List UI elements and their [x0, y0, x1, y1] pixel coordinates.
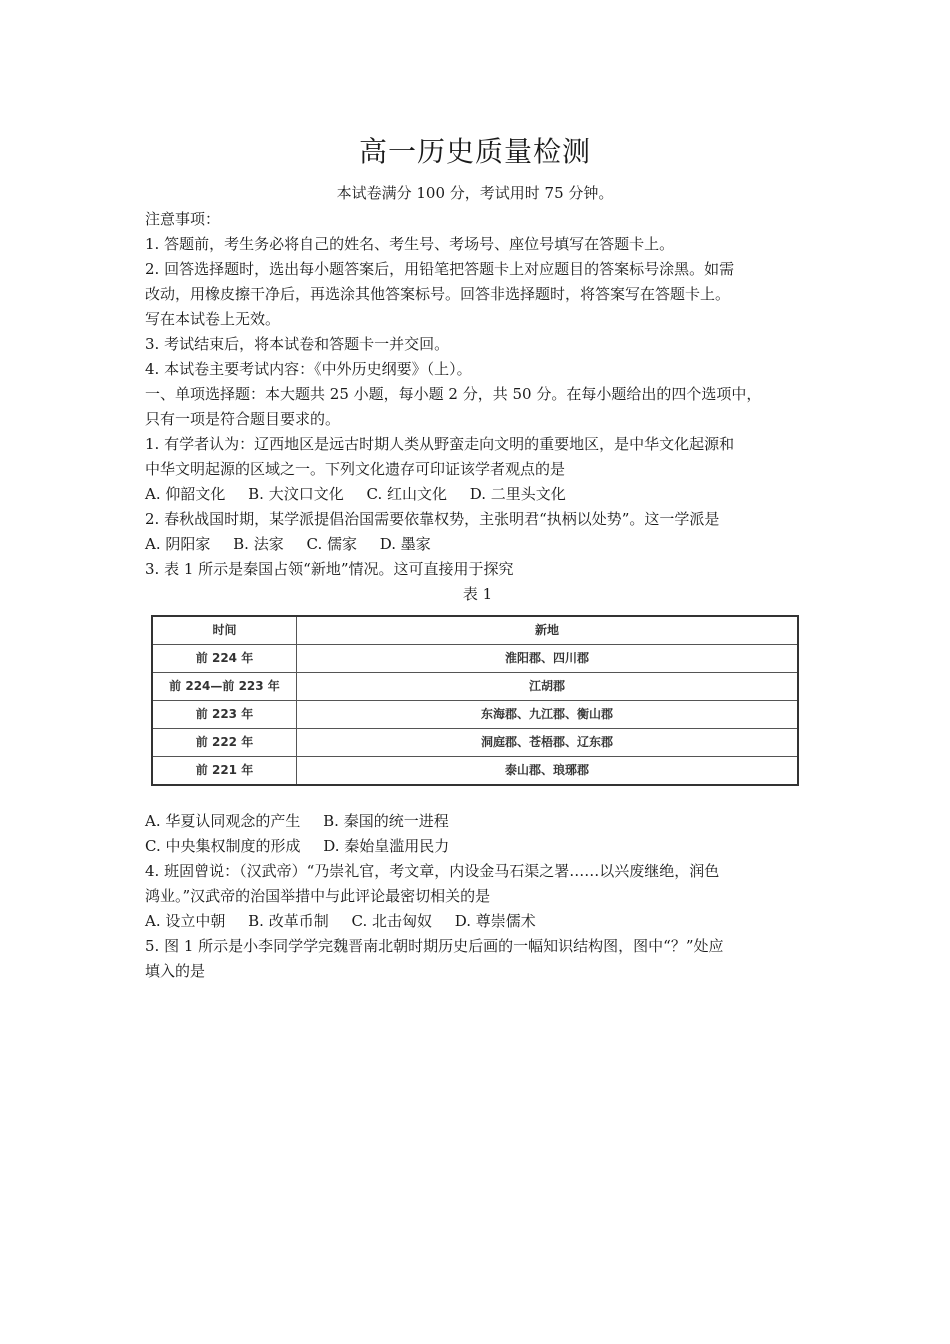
- option-b: B. 改革币制: [248, 912, 329, 930]
- table-row: [152, 645, 798, 673]
- table-cell: 前 221 年: [152, 757, 297, 786]
- table-cell: 前 224 年: [152, 645, 297, 673]
- table-row: [152, 757, 798, 786]
- question-5-stem: 5. 图 1 所示是小李同学学完魏晋南北朝时期历史后画的一幅知识结构图，图中“？”处应: [145, 937, 724, 955]
- option-b: B. 法家: [233, 535, 284, 553]
- table-row: [152, 673, 798, 701]
- option-c: C. 北击匈奴: [351, 912, 432, 930]
- question-5-stem: 填入的是: [145, 962, 206, 980]
- notice-line: 写在本试卷上无效。: [145, 310, 281, 328]
- notice-heading: 注意事项：: [145, 210, 221, 228]
- option-b: B. 秦国的统一进程: [323, 812, 449, 830]
- table-header-cell: 新地: [297, 616, 799, 645]
- notice-line: 1. 答题前，考生务必将自己的姓名、考生号、考场号、座位号填写在答题卡上。: [145, 235, 675, 253]
- option-a: A. 阴阳家: [145, 535, 211, 553]
- question-2-stem: 2. 春秋战国时期，某学派提倡治国需要依靠权势，主张明君“执柄以处势”。这一学派是: [145, 510, 720, 528]
- table-container: [151, 611, 810, 801]
- table-caption: 表 1: [462, 585, 493, 603]
- question-3-options: [145, 834, 810, 859]
- table-cell: 东海郡、九江郡、衡山郡: [297, 701, 799, 729]
- notice-line: 2. 回答选择题时，选出每小题答案后，用铅笔把答题卡上对应题目的答案标号涂黑。如需: [145, 260, 735, 278]
- table-cell: 泰山郡、琅琊郡: [297, 757, 799, 786]
- table-cell: 前 223 年: [152, 701, 297, 729]
- table-cell: 洞庭郡、苍梧郡、辽东郡: [297, 729, 799, 757]
- notice-line: 改动，用橡皮擦干净后，再选涂其他答案标号。回答非选择题时，将答案写在答题卡上。: [145, 285, 731, 303]
- exam-body: [145, 207, 810, 984]
- notice-line: 3. 考试结束后，将本试卷和答题卡一并交回。: [145, 335, 450, 353]
- question-1-stem: 中华文明起源的区域之一。下列文化遗存可印证该学者观点的是: [145, 460, 566, 478]
- table-cell: 前 224—前 223 年: [152, 673, 297, 701]
- question-2-options: [145, 532, 810, 557]
- question-1-options: [145, 482, 810, 507]
- question-3-stem: 3. 表 1 所示是秦国占领“新地”情况。这可直接用于探究: [145, 560, 514, 578]
- exam-title: 高一历史质量检测: [358, 135, 591, 168]
- option-c: C. 红山文化: [366, 485, 447, 503]
- option-a: A. 华夏认同观念的产生: [145, 812, 301, 830]
- exam-subtitle: 本试卷满分 100 分，考试用时 75 分钟。: [336, 184, 614, 202]
- option-d: D. 二里头文化: [469, 485, 566, 503]
- table-row: [152, 729, 798, 757]
- option-d: D. 尊崇儒术: [454, 912, 536, 930]
- table-row: [152, 701, 798, 729]
- question-4-options: [145, 909, 810, 934]
- table-header-row: [152, 616, 798, 645]
- option-c: C. 中央集权制度的形成: [145, 837, 301, 855]
- table-cell: 前 222 年: [152, 729, 297, 757]
- section-heading: 一、单项选择题：本大题共 25 小题，每小题 2 分，共 50 分。在每小题给出的四个选项中，: [145, 385, 762, 403]
- question-4-stem: 4. 班固曾说：（汉武帝）“乃崇礼官，考文章，内设金马石渠之署……以兴废继绝，润色: [145, 862, 720, 880]
- territory-table: [151, 615, 799, 786]
- option-b: B. 大汶口文化: [248, 485, 344, 503]
- question-4-stem: 鸿业。”汉武帝的治国举措中与此评论最密切相关的是: [145, 887, 491, 905]
- notice-line: 4. 本试卷主要考试内容：《中外历史纲要》（上）。: [145, 360, 472, 378]
- table-cell: 淮阳郡、四川郡: [297, 645, 799, 673]
- option-a: A. 设立中朝: [145, 912, 226, 930]
- table-header-cell: 时间: [152, 616, 297, 645]
- option-c: C. 儒家: [306, 535, 357, 553]
- option-d: D. 秦始皇滥用民力: [323, 837, 450, 855]
- question-3-options: [145, 809, 810, 834]
- section-heading: 只有一项是符合题目要求的。: [145, 410, 341, 428]
- option-a: A. 仰韶文化: [145, 485, 226, 503]
- option-d: D. 墨家: [379, 535, 431, 553]
- question-1-stem: 1. 有学者认为：辽西地区是远古时期人类从野蛮走向文明的重要地区，是中华文化起源和: [145, 435, 735, 453]
- table-cell: 江胡郡: [297, 673, 799, 701]
